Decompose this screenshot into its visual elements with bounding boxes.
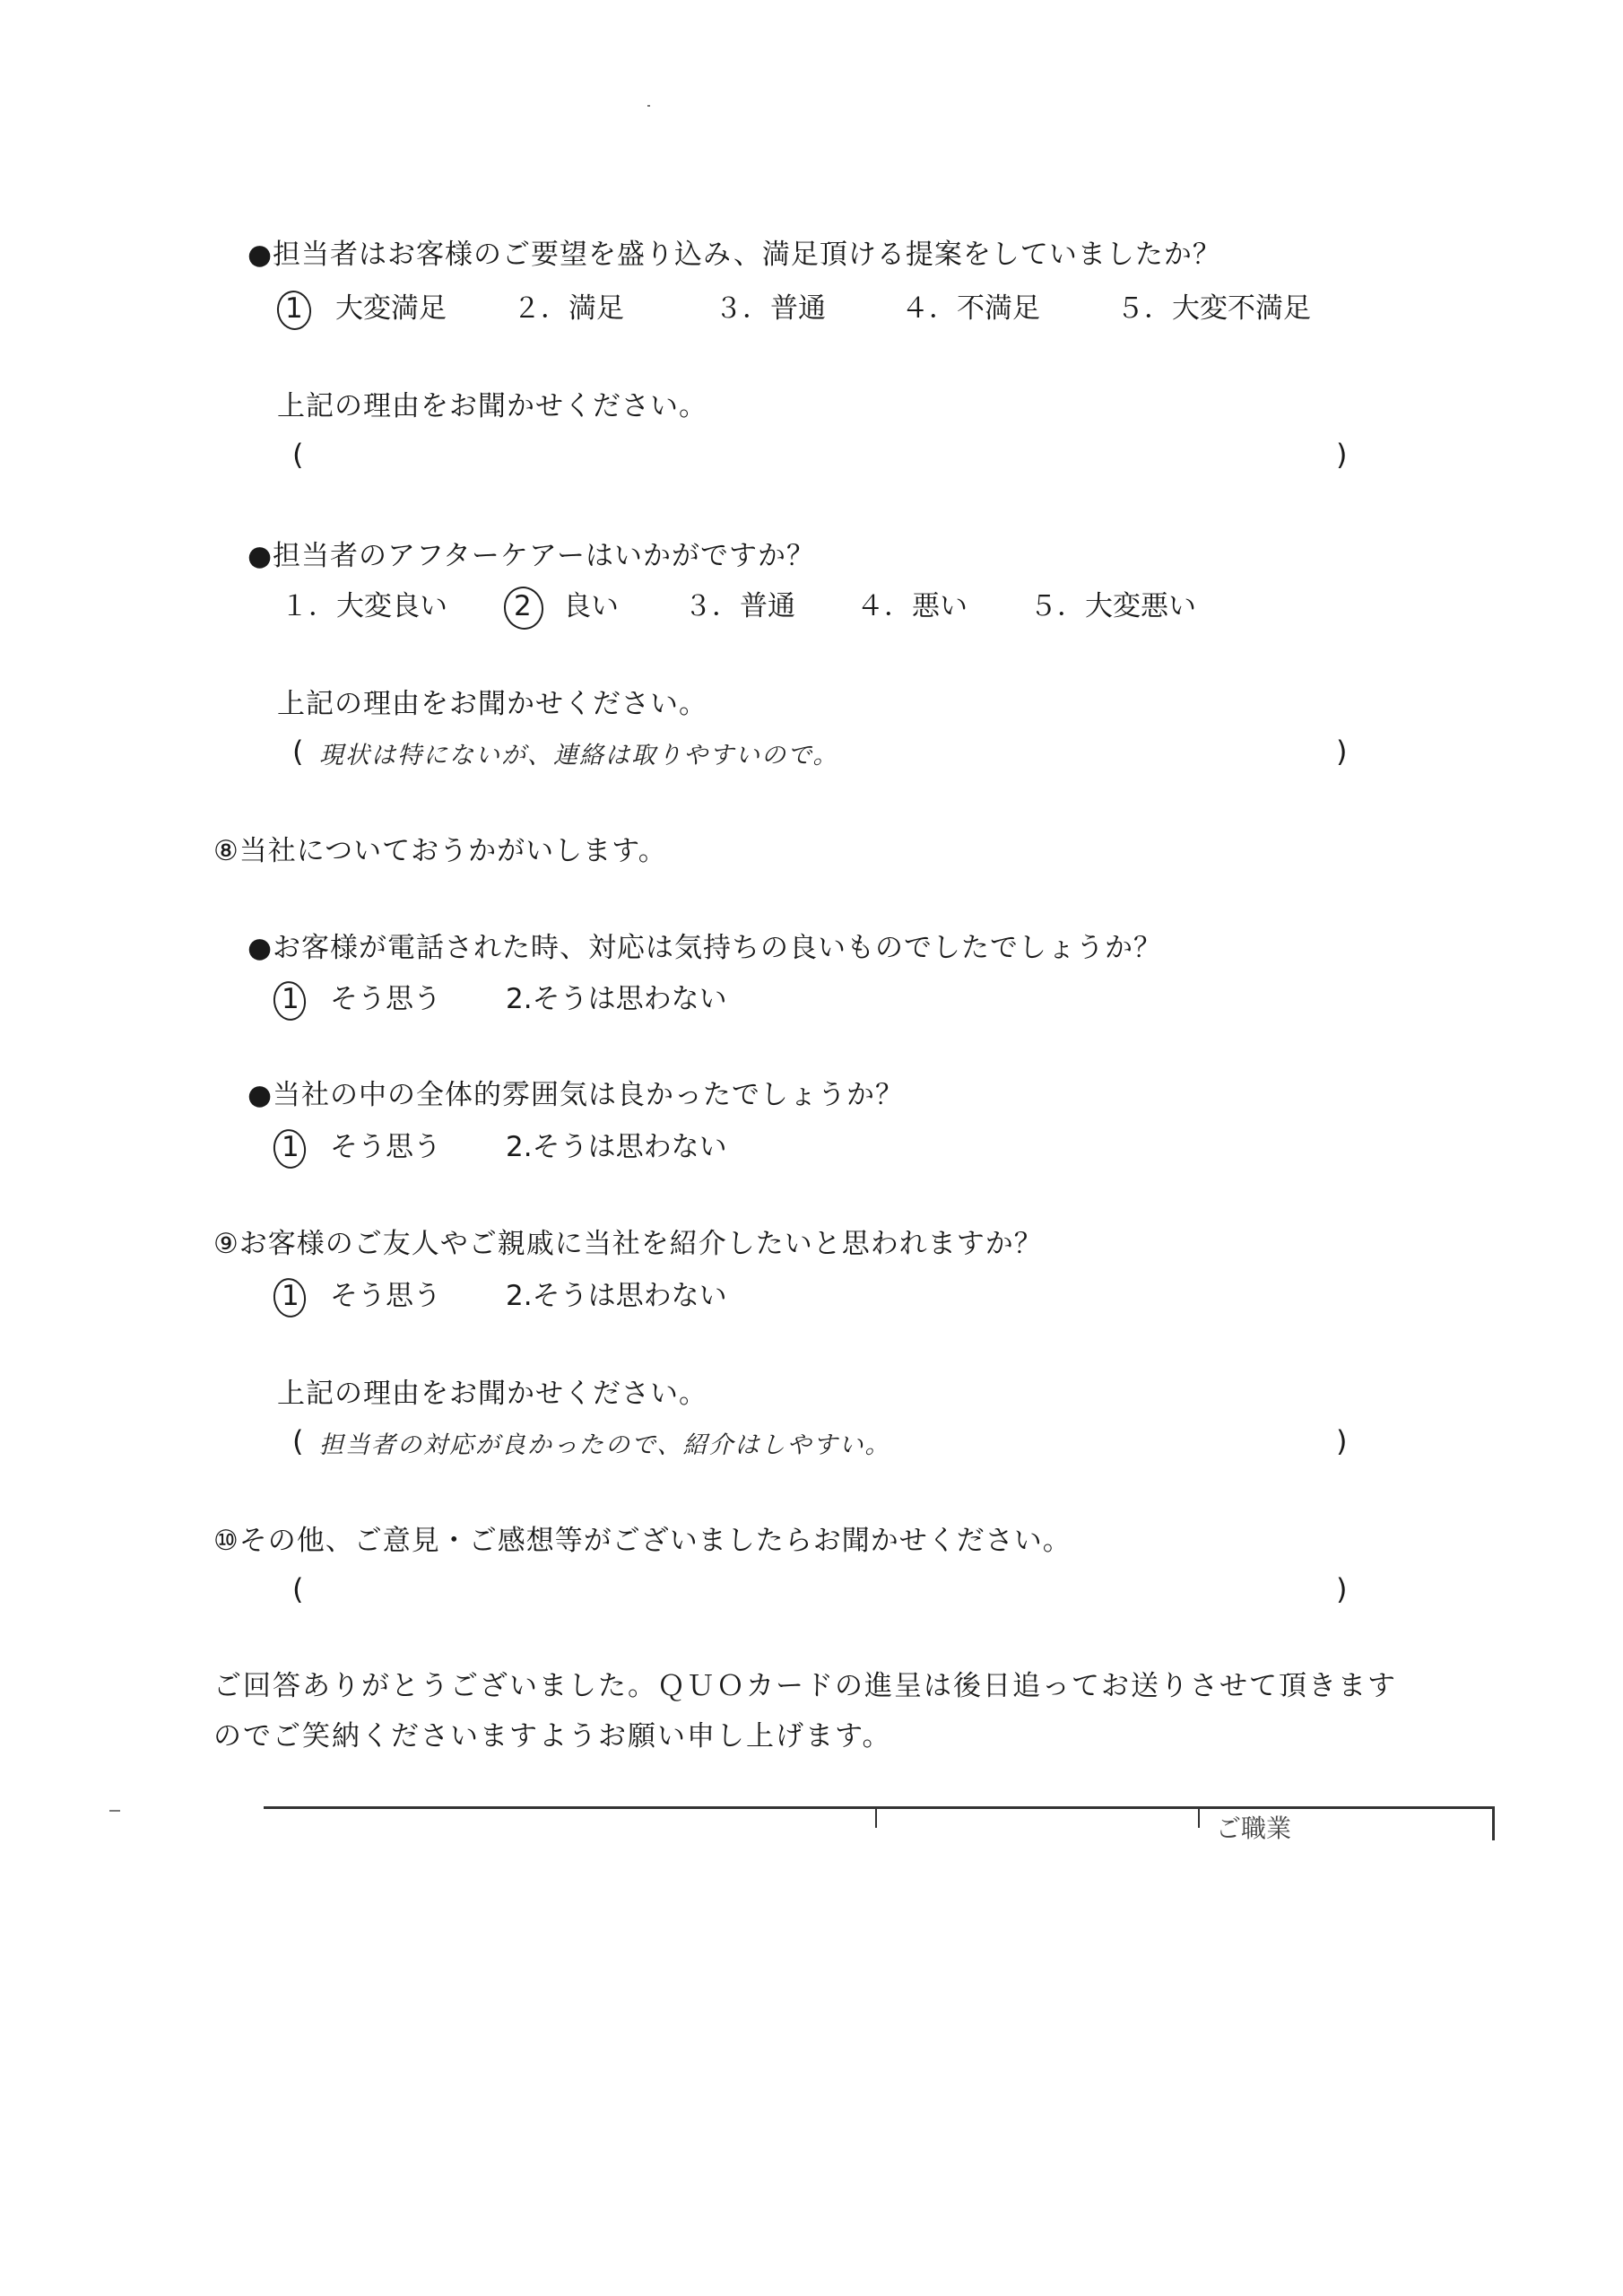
- option-aftercare-4[interactable]: ４．悪い: [856, 590, 968, 622]
- option-aftercare-2-label[interactable]: 良い: [563, 590, 619, 622]
- reason-label-aftercare: 上記の理由をお聞かせください。: [277, 688, 707, 720]
- option-atmosphere-1-label[interactable]: そう思う: [330, 1131, 441, 1163]
- option-aftercare-3[interactable]: ３．普通: [684, 590, 795, 622]
- option-aftercare-5[interactable]: ５．大変悪い: [1029, 590, 1196, 622]
- paren-close-referral: ): [1336, 1424, 1348, 1458]
- option-proposal-1-number[interactable]: 1: [285, 292, 303, 325]
- paren-open-proposal: (: [292, 438, 304, 472]
- paren-close-proposal: ): [1336, 438, 1348, 472]
- section-10-question: ⑩その他、ご意見・ご感想等がございましたらお聞かせください。: [213, 1525, 1072, 1557]
- paren-open-comments: (: [292, 1572, 304, 1606]
- option-atmosphere-1-number[interactable]: 1: [282, 1131, 299, 1163]
- option-phone-2[interactable]: 2.そうは思わない: [506, 983, 727, 1015]
- footer-cell-text: ご職業: [1216, 1813, 1292, 1843]
- footer-table-right-edge: [1492, 1806, 1495, 1840]
- option-referral-2[interactable]: 2.そうは思わない: [506, 1280, 727, 1312]
- option-referral-1-label[interactable]: そう思う: [330, 1280, 441, 1312]
- closing-line-2: のでご笑納くださいますようお願い申し上げます。: [213, 1720, 892, 1752]
- option-proposal-1-label[interactable]: 大変満足: [335, 292, 447, 325]
- paren-close-aftercare: ): [1336, 735, 1348, 769]
- question-aftercare: ●担当者のアフターケアーはいかがですか？: [247, 540, 815, 572]
- handwritten-answer-aftercare: 現状は特にないが、連絡は取りやすいので。: [319, 742, 839, 770]
- option-proposal-4[interactable]: ４．不満足: [901, 292, 1040, 325]
- footer-table-top-line: [264, 1806, 1494, 1809]
- option-proposal-3[interactable]: ３．普通: [715, 292, 826, 325]
- question-proposal: ●担当者はお客様のご要望を盛り込み、満足頂ける提案をしていましたか？: [247, 239, 1221, 271]
- handwritten-answer-referral: 担当者の対応が良かったので、紹介はしやすい。: [319, 1431, 891, 1459]
- question-atmosphere: ●当社の中の全体的雰囲気は良かったでしょうか？: [247, 1079, 905, 1111]
- footer-table-divider-1: [875, 1806, 877, 1828]
- reason-label-proposal: 上記の理由をお聞かせください。: [277, 390, 707, 422]
- option-proposal-2[interactable]: ２．満足: [513, 292, 624, 325]
- option-proposal-5[interactable]: ５．大変不満足: [1116, 292, 1311, 325]
- option-aftercare-2-number[interactable]: 2: [514, 590, 532, 622]
- option-referral-1-number[interactable]: 1: [282, 1280, 299, 1312]
- option-phone-1-label[interactable]: そう思う: [330, 983, 441, 1015]
- paren-open-aftercare: (: [292, 735, 304, 769]
- option-aftercare-1[interactable]: １．大変良い: [281, 590, 447, 622]
- question-phone: ●お客様が電話された時、対応は気持ちの良いものでしたでしょうか？: [247, 932, 1163, 964]
- left-edge-mark: [109, 1810, 120, 1812]
- reason-label-referral: 上記の理由をお聞かせください。: [277, 1378, 707, 1410]
- footer-table-divider-2: [1198, 1806, 1200, 1828]
- option-atmosphere-2[interactable]: 2.そうは思わない: [506, 1131, 727, 1163]
- option-phone-1-number[interactable]: 1: [282, 983, 299, 1015]
- paren-close-comments: ): [1336, 1572, 1348, 1606]
- section-8-heading: ⑧当社についておうかがいします。: [213, 835, 667, 867]
- paren-open-referral: (: [292, 1424, 304, 1458]
- tiny-top-mark: [647, 105, 650, 107]
- section-9-question: ⑨お客様のご友人やご親戚に当社を紹介したいと思われますか？: [213, 1228, 1043, 1260]
- closing-line-1: ご回答ありがとうございました。ＱＵＯカードの進呈は後日追ってお送りさせて頂きます: [213, 1670, 1397, 1702]
